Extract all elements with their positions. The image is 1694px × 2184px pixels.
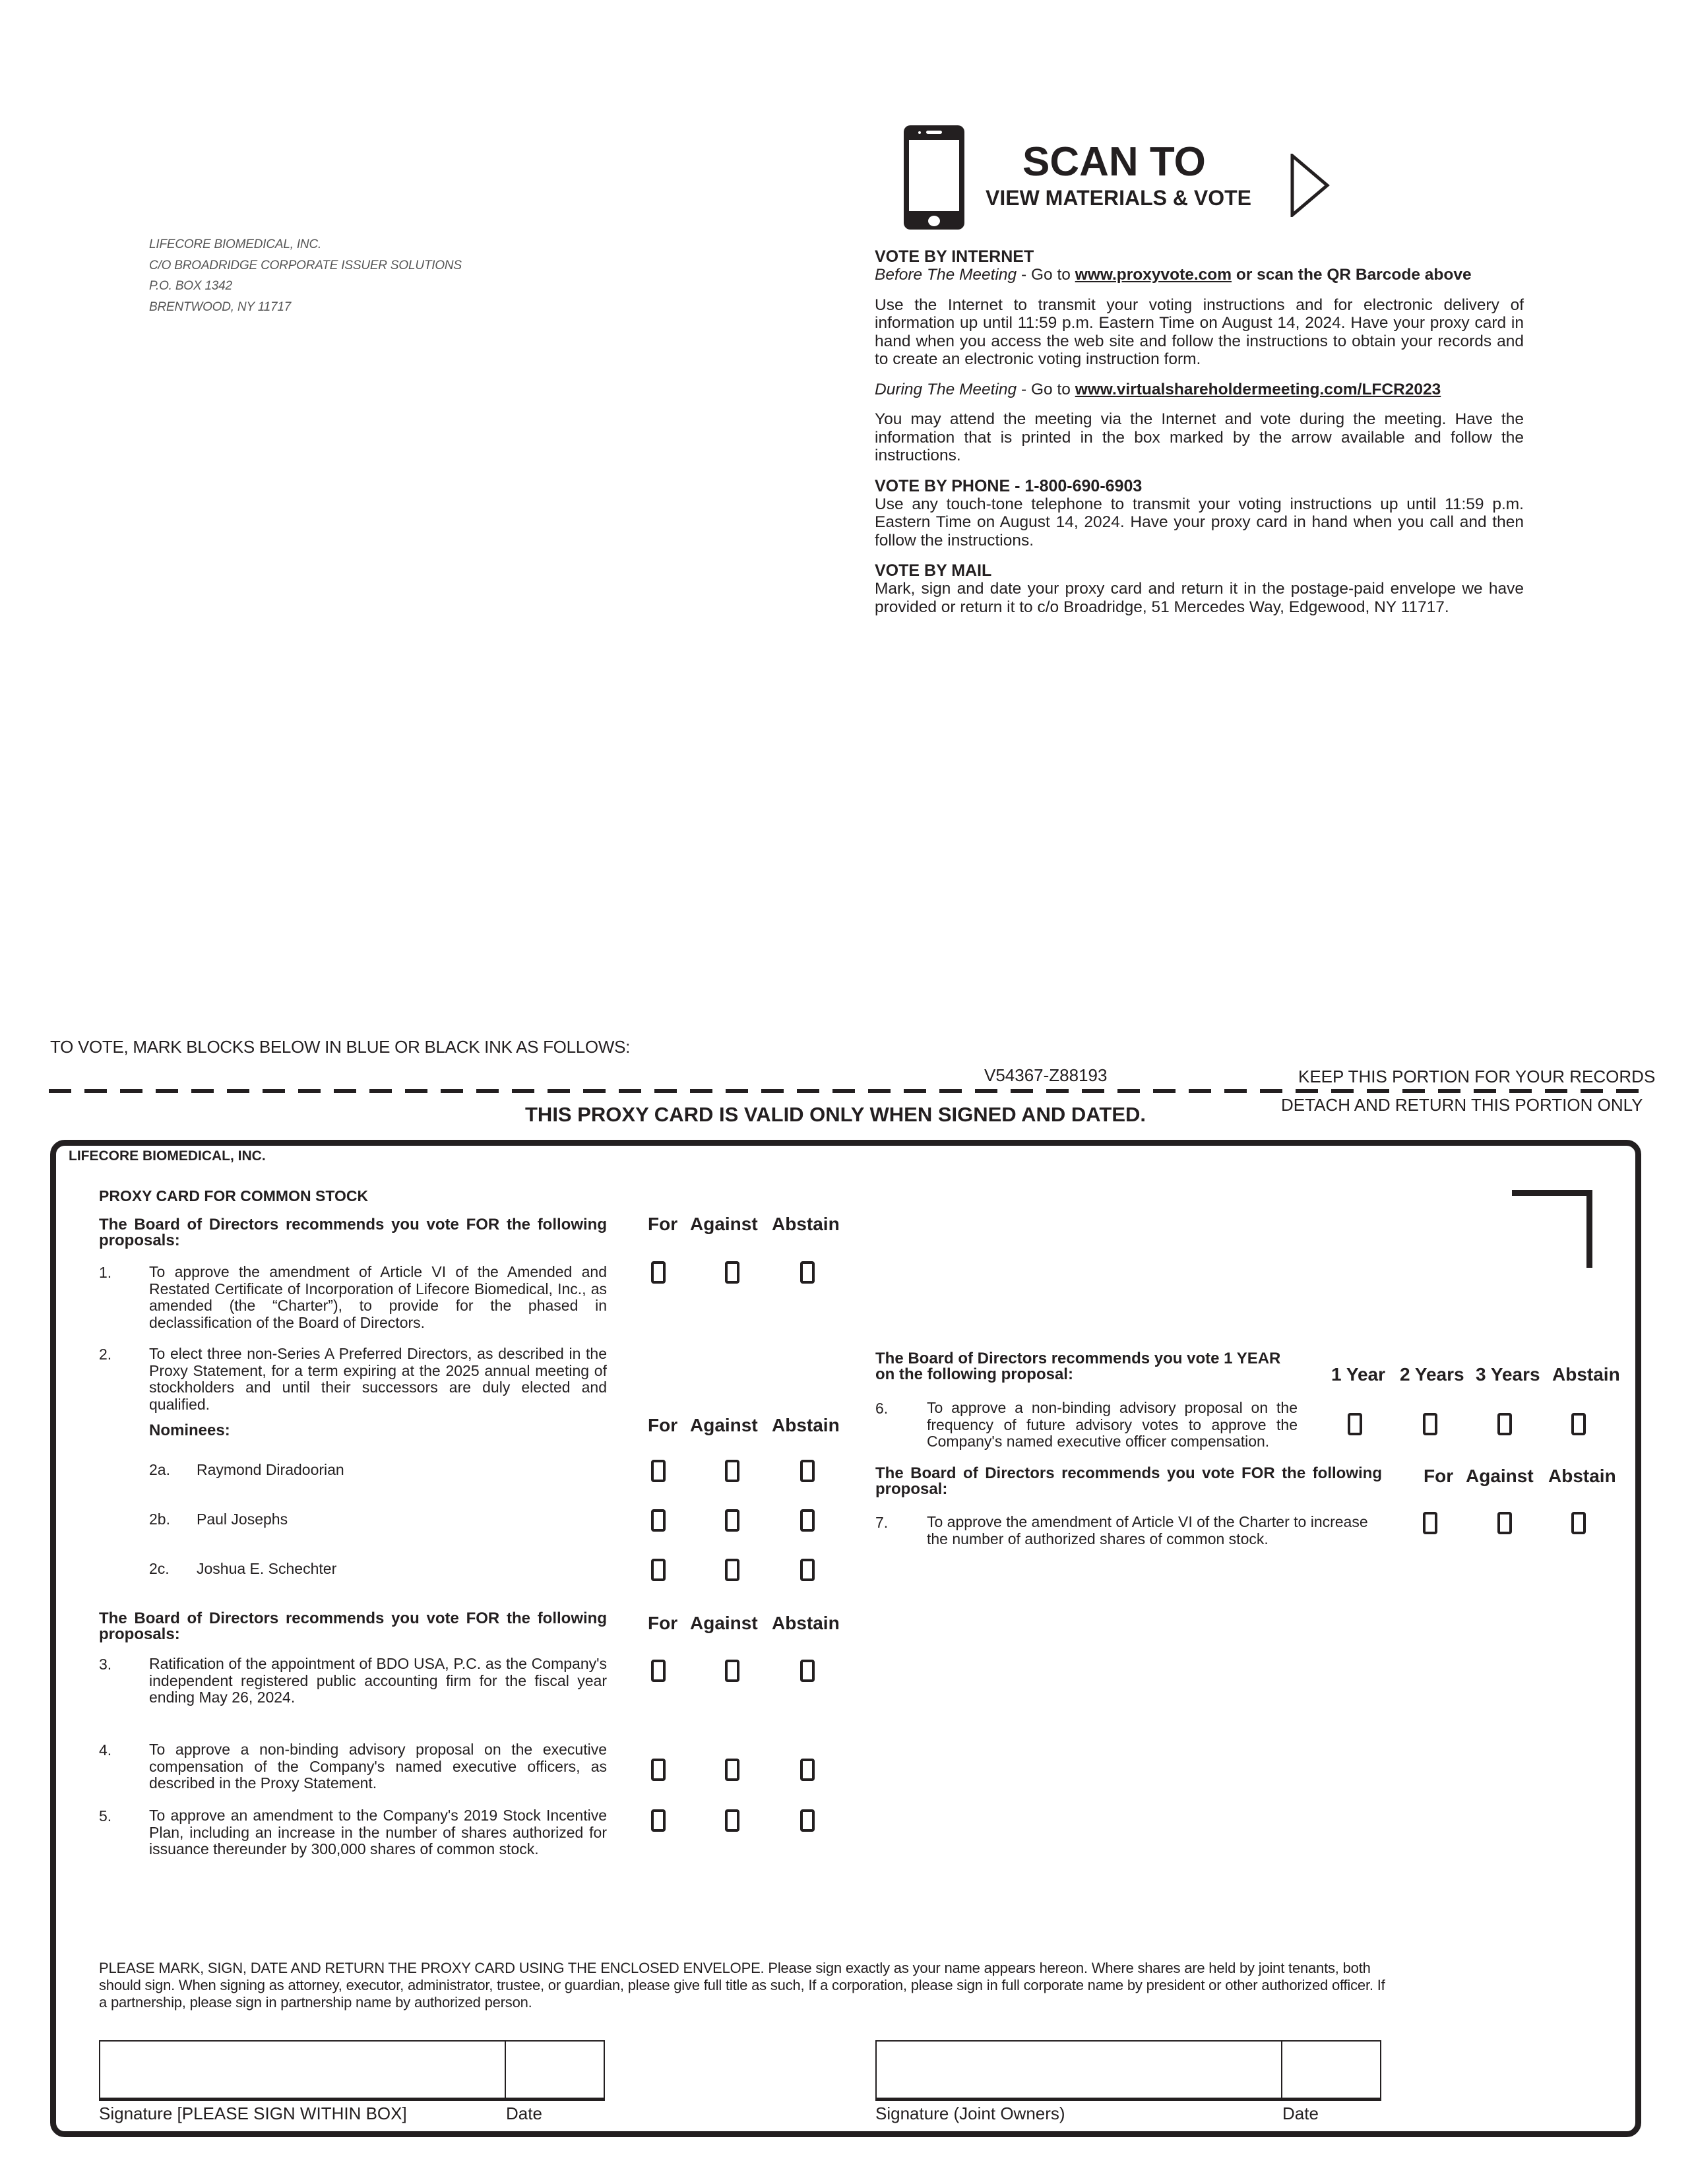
signing-instructions: PLEASE MARK, SIGN, DATE AND RETURN THE PROXY CARD USING THE ENCLOSED ENVELOPE. Please sign exactly as your name appears hereon. Where shares are held by joint tenants, both should sign. When signing as attorney, executor, administrator, trustee, or guardian, please give full title as such, If a corporation, please sign in full corporate name by president or other authorized officer. If a partnership, please sign in partnership name by authorized person. — [99, 1960, 1385, 2011]
nominee-2a-for-checkbox[interactable] — [651, 1460, 666, 1482]
signature-field[interactable] — [99, 2040, 506, 2101]
vote-phone-heading: VOTE BY PHONE - 1-800-690-6903 — [875, 476, 1143, 495]
before-meeting-line — [875, 266, 1524, 284]
joint-date-field[interactable] — [1281, 2040, 1381, 2101]
nominee-2a-against-checkbox[interactable] — [725, 1460, 739, 1482]
proposal-number: 6. — [875, 1400, 889, 1417]
proposal-7-for-checkbox[interactable] — [1423, 1512, 1437, 1534]
nominee-number: 2a. — [149, 1461, 170, 1478]
col-for: For — [1424, 1466, 1454, 1486]
col-abstain: Abstain — [772, 1415, 840, 1435]
before-meeting-body: Use the Internet to transmit your voting instructions and for electronic delivery of information up until 11:59 p.m. Eastern Time on August 14, 2024. Have your proxy card in hand when you access the web site and follow the instructions to obtain your records and to create an electronic voting instruction form. — [875, 296, 1524, 368]
proposal-4-for-checkbox[interactable] — [651, 1759, 666, 1781]
col-2-years: 2 Years — [1400, 1364, 1464, 1385]
during-meeting-line — [875, 381, 1524, 399]
proposal-1-against-checkbox[interactable] — [725, 1261, 739, 1284]
nominee-name: Joshua E. Schechter — [197, 1560, 337, 1577]
proposal-3-against-checkbox[interactable] — [725, 1660, 739, 1682]
vote-mail-body: Mark, sign and date your proxy card and return it in the postage-paid envelope we have provided or return it to c/o Broadridge, 51 Mercedes Way, Edgewood, NY 11717. — [875, 580, 1524, 616]
nominee-2c-for-checkbox[interactable] — [651, 1559, 666, 1581]
col-for: For — [648, 1214, 678, 1234]
proposal-text: To elect three non-Series A Preferred Directors, as described in the Proxy Statement, for a term expiring at the 2025 annual meeting of stockholders and until their successors are duly elected and qualified. — [149, 1345, 607, 1413]
board-recommendation: The Board of Directors recommends you vote FOR the following proposal: — [875, 1464, 1382, 1498]
nominee-2c-abstain-checkbox[interactable] — [800, 1559, 815, 1581]
nominee-2b-against-checkbox[interactable] — [725, 1509, 739, 1532]
proposal-5-for-checkbox[interactable] — [651, 1809, 666, 1832]
scan-title: SCAN TO — [1022, 139, 1206, 185]
during-meeting-body: You may attend the meeting via the Internet and vote during the meeting. Have the information that is printed in the box marked by the arrow available and follow the instructions. — [875, 410, 1524, 464]
nominee-number: 2b. — [149, 1511, 170, 1528]
during-meeting-label: During The Meeting — [875, 380, 1017, 398]
col-against: Against — [1466, 1466, 1534, 1486]
proposal-6-2-years-checkbox[interactable] — [1423, 1413, 1437, 1435]
proposal-text: To approve a non-binding advisory proposal on the frequency of future advisory votes to approve the Company's named executive officer compensation. — [927, 1399, 1298, 1450]
card-title: PROXY CARD FOR COMMON STOCK — [99, 1187, 369, 1204]
col-for: For — [648, 1613, 678, 1633]
date-label: Date — [506, 2104, 542, 2123]
nominee-2b-for-checkbox[interactable] — [651, 1509, 666, 1532]
col-against: Against — [690, 1214, 758, 1234]
proxyvote-link[interactable]: www.proxyvote.com — [1075, 266, 1232, 284]
joint-signature-field[interactable] — [875, 2040, 1282, 2101]
nominee-name: Paul Josephs — [197, 1511, 288, 1528]
vote-mail-heading: VOTE BY MAIL — [875, 561, 992, 580]
proposal-number: 7. — [875, 1514, 889, 1531]
scan-subtitle: VIEW MATERIALS & VOTE — [986, 186, 1251, 210]
smartphone-icon — [904, 125, 964, 230]
card-company: LIFECORE BIOMEDICAL, INC. — [69, 1148, 266, 1164]
proposal-7-abstain-checkbox[interactable] — [1571, 1512, 1586, 1534]
proposal-4-against-checkbox[interactable] — [725, 1759, 739, 1781]
nominee-name: Raymond Diradoorian — [197, 1461, 344, 1478]
col-abstain: Abstain — [772, 1613, 840, 1633]
nominee-number: 2c. — [149, 1560, 170, 1577]
proposal-number: 4. — [99, 1741, 112, 1759]
proposal-3-abstain-checkbox[interactable] — [800, 1660, 815, 1682]
goto-text: - Go to — [1017, 380, 1075, 398]
address-line: LIFECORE BIOMEDICAL, INC. — [149, 237, 322, 251]
col-for: For — [648, 1415, 678, 1435]
nominee-2a-abstain-checkbox[interactable] — [800, 1460, 815, 1482]
proposal-number: 5. — [99, 1807, 112, 1825]
proposal-text: To approve the amendment of Article VI of the Amended and Restated Certificate of Incorporation of Lifecore Biomedical, Inc., as amended (the “Charter”), to provide for the phased in declassification of the Board of Directors. — [149, 1263, 607, 1331]
proposal-number: 3. — [99, 1656, 112, 1673]
proposal-number: 2. — [99, 1346, 112, 1363]
proposal-7-against-checkbox[interactable] — [1497, 1512, 1512, 1534]
board-recommendation: The Board of Directors recommends you vote FOR the following proposals: — [99, 1609, 607, 1643]
proposal-text: To approve a non-binding advisory proposal on the executive compensation of the Company's named executive officers, as described in the Proxy Statement. — [149, 1741, 607, 1792]
corner-mark — [1512, 1190, 1592, 1268]
date-field[interactable] — [505, 2040, 605, 2101]
proposal-text: To approve the amendment of Article VI of the Charter to increase the number of authorized shares of common stock. — [927, 1513, 1368, 1547]
vote-instructions — [875, 247, 1524, 616]
nominee-2c-against-checkbox[interactable] — [725, 1559, 739, 1581]
proposal-6-abstain-checkbox[interactable] — [1571, 1413, 1586, 1435]
col-abstain: Abstain — [772, 1214, 840, 1234]
board-recommendation: The Board of Directors recommends you vote FOR the following proposals: — [99, 1216, 607, 1249]
address-line: C/O BROADRIDGE CORPORATE ISSUER SOLUTIONS — [149, 258, 462, 272]
detach-portion-label: DETACH AND RETURN THIS PORTION ONLY — [1281, 1095, 1643, 1115]
board-recommendation: The Board of Directors recommends you vote 1 YEAR on the following proposal: — [875, 1350, 1281, 1383]
before-meeting-label: Before The Meeting — [875, 266, 1017, 284]
col-against: Against — [690, 1613, 758, 1633]
return-address — [149, 234, 462, 317]
proposal-4-abstain-checkbox[interactable] — [800, 1759, 815, 1781]
ink-instruction: TO VOTE, MARK BLOCKS BELOW IN BLUE OR BLACK INK AS FOLLOWS: — [50, 1037, 631, 1057]
goto-text: - Go to — [1017, 266, 1075, 284]
qr-note: or scan the QR Barcode above — [1232, 266, 1472, 284]
joint-date-label: Date — [1282, 2104, 1319, 2123]
address-line: BRENTWOOD, NY 11717 — [149, 299, 292, 314]
col-against: Against — [690, 1415, 758, 1435]
nominees-label: Nominees: — [149, 1421, 230, 1439]
play-arrow-icon — [1290, 154, 1330, 217]
proposal-5-abstain-checkbox[interactable] — [800, 1809, 815, 1832]
nominee-2b-abstain-checkbox[interactable] — [800, 1509, 815, 1532]
vote-internet-heading: VOTE BY INTERNET — [875, 247, 1034, 266]
valid-notice: THIS PROXY CARD IS VALID ONLY WHEN SIGNED AND DATED. — [525, 1103, 1146, 1126]
col-1-year: 1 Year — [1331, 1364, 1386, 1385]
detach-line — [49, 1089, 1644, 1093]
col-abstain: Abstain — [1552, 1364, 1620, 1385]
keep-portion-label: KEEP THIS PORTION FOR YOUR RECORDS — [1298, 1067, 1656, 1086]
joint-signature-label: Signature (Joint Owners) — [875, 2104, 1065, 2123]
address-line: P.O. BOX 1342 — [149, 279, 232, 293]
proposal-5-against-checkbox[interactable] — [725, 1809, 739, 1832]
control-number: V54367-Z88193 — [984, 1065, 1108, 1085]
virtual-meeting-link[interactable]: www.virtualshareholdermeeting.com/LFCR2023 — [1075, 380, 1441, 398]
proposal-6-1-year-checkbox[interactable] — [1348, 1413, 1362, 1435]
proposal-1-abstain-checkbox[interactable] — [800, 1261, 815, 1284]
proposal-number: 1. — [99, 1264, 112, 1281]
proposal-text: Ratification of the appointment of BDO USA, P.C. as the Company's independent registered public accounting firm for the fiscal year ending May 26, 2024. — [149, 1655, 607, 1706]
vote-phone-body: Use any touch-tone telephone to transmit your voting instructions up until 11:59 p.m. Eastern Time on August 14, 2024. Have your proxy card in hand when you call and then follow the instructions. — [875, 495, 1524, 549]
col-3-years: 3 Years — [1476, 1364, 1540, 1385]
proposal-1-for-checkbox[interactable] — [651, 1261, 666, 1284]
signature-label: Signature [PLEASE SIGN WITHIN BOX] — [99, 2104, 407, 2123]
proposal-3-for-checkbox[interactable] — [651, 1660, 666, 1682]
proposal-6-3-years-checkbox[interactable] — [1497, 1413, 1512, 1435]
proposal-text: To approve an amendment to the Company's 2019 Stock Incentive Plan, including an increase in the number of shares authorized for issuance thereunder by 300,000 shares of common stock. — [149, 1807, 607, 1857]
col-abstain: Abstain — [1548, 1466, 1616, 1486]
